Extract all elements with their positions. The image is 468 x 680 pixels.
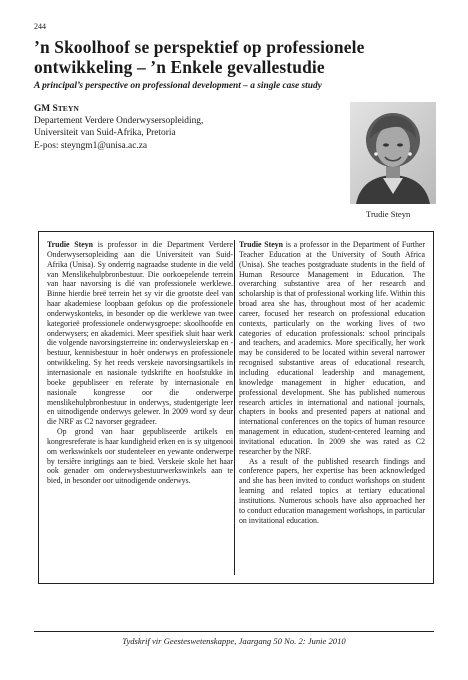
bio-english-text-1: is a professor in the Department of Further Teacher Education at the University of South Africa (Unisa). She teaches postgraduate students in the field of Human Resource Management in Education. The overarching substantive area of her research and scholarship is that of professional working life. Within this broad area she has, throughout most of her academic career, focused her research on professional education contexts, particularly on the working lives of two categories of education professionals: school principals and teachers, and academics. More specifically, her work may be considered to be located within several narrower recognised substantive areas of educational research, including educational leadership and management, knowledge management in higher education, and professional development. She has published numerous research articles in international and national journals, chapters in books and presented papers at national and international conferences on the topics of human resource management in education, student-centered learning and invitational education. In 2009 she was rated as C2 researcher by the NRF. — [239, 240, 425, 456]
bio-english — [239, 240, 425, 577]
author-bio-box — [38, 231, 434, 584]
footer-rule — [34, 631, 434, 632]
bio-afrikaans — [47, 240, 233, 577]
bio-afrikaans-text-1: is professor in die Department Verdere Onderwysersopleiding aan die Universiteit van Suid-Afrika (Unisa). Sy onderrig nagraadse studente in die veld van Menslikehulpbronbestuur. Die oorkoepelende terrein van haar navorsing is dié van professionele werklewe. Binne hierdie breë terrein het sy vir die grootste deel van haar akademiese loopbaan gefokus op die professionele onderwyskonteks, in besonder op die werklewe van twee kategorieë professionele onderwysgroepe: skoolhoofde en onderwysers; en akademici. Meer spesifiek sluit haar werk die volgende navorsingsterreine in: onderwysleierskap en -bestuur, kennisbestuur in hoër onderwys en professionele ontwikkeling. Sy het reeds verskeie navorsingsartikels in internasionale en nasionale tydskrifte en hoofstukke in boeke gepubliseer en referate by internasionale en nasionale kongresse oor die onderwerpe menslikehulpbronbestuur in onderwys, studentgerigte leer en uitnodigende onderwys gelewer. In 2009 word sy deur die NRF as C2 navorser gegradeer. — [47, 240, 233, 427]
bio-english-paragraph-1 — [239, 240, 425, 457]
author-initials: GM S — [34, 104, 58, 114]
author-department: Departement Verdere Onderwysersopleiding, — [34, 116, 204, 127]
author-university: Universiteit van Suid-Afrika, Pretoria — [34, 128, 176, 139]
article-subtitle: A principal’s perspective on professional development – a single case study — [34, 81, 322, 91]
bio-english-paragraph-2: As a result of the published research findings and conference papers, her expertise has been acknowledged and she has been invited to conduct workshops on student learning and related topics at tertiary educational institutions. Numerous schools have also approached her to conduct education management workshops, in particular on invitational education. — [239, 456, 425, 525]
bio-afrikaans-name: Trudie Steyn — [47, 240, 94, 249]
column-divider — [234, 240, 235, 575]
journal-footer: Tydskrif vir Geesteswetenskappe, Jaargang 50 No. 2: Junie 2010 — [122, 636, 346, 646]
bio-afrikaans-paragraph-1 — [47, 240, 233, 427]
article-title: ’n Skoolhoof se perspektief op professionele ontwikkeling – ’n Enkele gevallestudie — [34, 37, 365, 77]
page-number: 244 — [34, 22, 46, 31]
author-name — [34, 104, 79, 114]
author-email: E-pos: steyngm1@unisa.ac.za — [34, 140, 148, 151]
author-surname: TEYN — [57, 104, 79, 113]
author-photo — [350, 102, 436, 204]
bio-afrikaans-paragraph-2: Op grond van haar gepubliseerde artikels en kongresreferate is haar kundigheid erken en is sy uitgenooi om werkswinkels oor studenteleer en yewante onderwerpe by tersiêre inrigtings aan te bied. Verskeie skole het haar ook genader om onderwysbestuurwerkswinkels aan te bied, in besonder oor uitnodigende onderwys. — [47, 427, 233, 486]
portrait-image — [350, 102, 436, 204]
bio-english-name: Trudie Steyn — [239, 240, 283, 249]
author-block — [34, 103, 203, 152]
photo-caption: Trudie Steyn — [366, 209, 411, 219]
